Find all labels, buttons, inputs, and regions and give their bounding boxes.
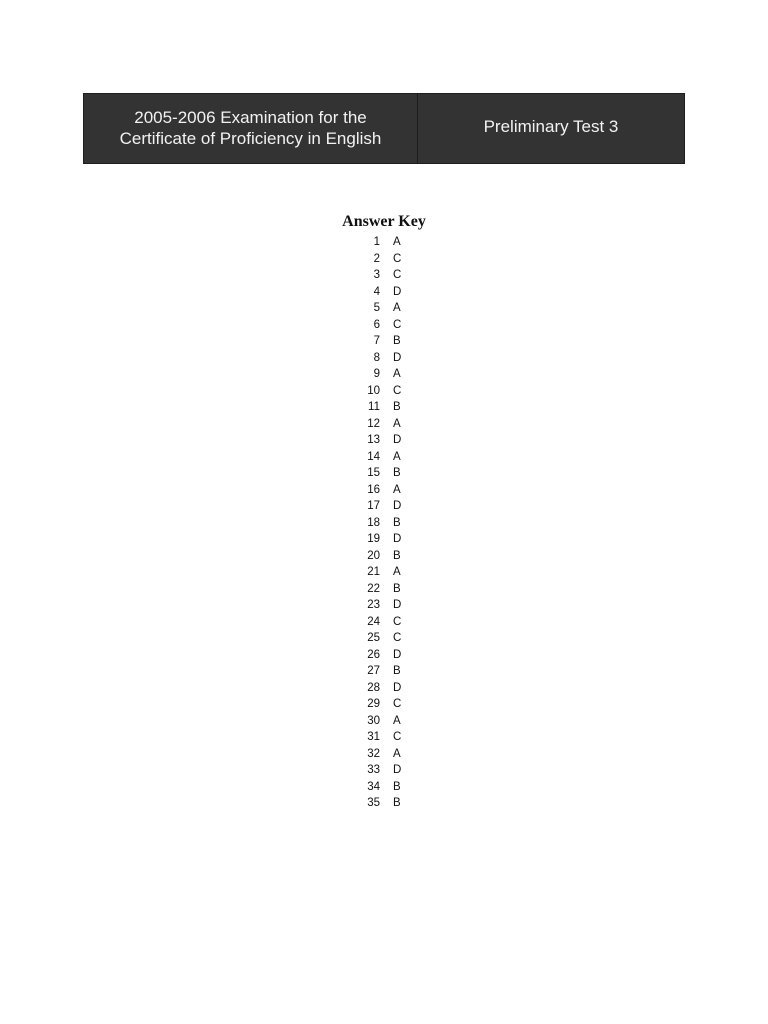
answer-row (350, 465, 420, 482)
question-number: 27 (367, 665, 380, 678)
answer-letter: D (393, 648, 402, 661)
question-number: 25 (367, 632, 380, 645)
question-number: 6 (373, 318, 380, 331)
answer-row (350, 746, 420, 763)
answer-row (350, 251, 420, 268)
answer-letter: A (393, 714, 401, 727)
answer-letter: A (393, 566, 401, 579)
question-number: 19 (367, 533, 380, 546)
question-number: 12 (367, 417, 380, 430)
question-number: 13 (367, 434, 380, 447)
answer-row (350, 795, 420, 812)
question-number: 9 (373, 368, 380, 381)
answer-letter: D (393, 681, 402, 694)
answer-letter: D (393, 599, 402, 612)
answer-letter: D (393, 351, 402, 364)
exam-title-line2: Certificate of Proficiency in English (119, 128, 382, 148)
answer-letter: B (393, 516, 401, 529)
question-number: 17 (367, 500, 380, 513)
question-number: 4 (373, 285, 380, 298)
answer-row (350, 449, 420, 466)
header-banner (83, 93, 685, 164)
question-number: 29 (367, 698, 380, 711)
question-number: 33 (367, 764, 380, 777)
answer-letter: B (393, 549, 401, 562)
question-number: 26 (367, 648, 380, 661)
question-number: 15 (367, 467, 380, 480)
answer-letter: C (393, 632, 402, 645)
question-number: 8 (373, 351, 380, 364)
test-name-label: Preliminary Test 3 (483, 117, 619, 136)
question-number: 11 (368, 401, 380, 414)
answer-row (350, 399, 420, 416)
answer-row (350, 713, 420, 730)
answer-row (350, 300, 420, 317)
answer-letter: B (393, 665, 401, 678)
test-name (418, 94, 684, 163)
answer-letter: A (393, 368, 401, 381)
answer-letter: B (393, 401, 401, 414)
answer-letter: C (393, 318, 402, 331)
answer-row (350, 317, 420, 334)
answer-row (350, 597, 420, 614)
question-number: 18 (367, 516, 380, 529)
answer-row (350, 779, 420, 796)
answer-letter: C (393, 384, 402, 397)
question-number: 31 (367, 731, 380, 744)
answer-letter: B (393, 780, 401, 793)
answer-letter: D (393, 285, 402, 298)
answer-letter: A (393, 417, 401, 430)
answer-letter: A (393, 236, 401, 249)
question-number: 32 (367, 747, 380, 760)
answer-row (350, 531, 420, 548)
question-number: 14 (367, 450, 380, 463)
answer-row (350, 696, 420, 713)
answer-row (350, 564, 420, 581)
answer-row (350, 366, 420, 383)
answer-letter: D (393, 500, 402, 513)
question-number: 23 (367, 599, 380, 612)
question-number: 30 (367, 714, 380, 727)
answer-row (350, 416, 420, 433)
exam-title (84, 94, 418, 163)
answer-row (350, 647, 420, 664)
answer-letter: C (393, 252, 402, 265)
answer-row (350, 482, 420, 499)
answer-letter: C (393, 698, 402, 711)
answer-letter: B (393, 335, 401, 348)
answer-row (350, 614, 420, 631)
answer-letter: A (393, 450, 401, 463)
question-number: 1 (373, 236, 380, 249)
answer-row (350, 234, 420, 251)
answer-row (350, 729, 420, 746)
question-number: 28 (367, 681, 380, 694)
question-number: 16 (367, 483, 380, 496)
question-number: 34 (367, 780, 380, 793)
answer-row (350, 680, 420, 697)
answer-row (350, 432, 420, 449)
answer-letter: B (393, 797, 401, 810)
question-number: 5 (373, 302, 380, 315)
answer-key-title: Answer Key (342, 213, 426, 230)
answer-row (350, 267, 420, 284)
answer-letter: C (393, 731, 402, 744)
answer-row (350, 762, 420, 779)
answer-letter: C (393, 269, 402, 282)
question-number: 24 (367, 615, 380, 628)
answer-row (350, 383, 420, 400)
answer-letter: D (393, 764, 402, 777)
question-number: 7 (373, 335, 380, 348)
question-number: 2 (373, 252, 380, 265)
question-number: 3 (373, 269, 380, 282)
answer-row (350, 663, 420, 680)
answer-letter: A (393, 483, 401, 496)
answer-letter: B (393, 582, 401, 595)
answer-list (350, 234, 420, 812)
answer-row (350, 284, 420, 301)
question-number: 22 (367, 582, 380, 595)
answer-row (350, 498, 420, 515)
question-number: 20 (367, 549, 380, 562)
question-number: 10 (367, 384, 380, 397)
answer-row (350, 581, 420, 598)
question-number: 35 (367, 797, 380, 810)
answer-letter: D (393, 533, 402, 546)
exam-title-line1: 2005-2006 Examination for the (134, 107, 367, 127)
answer-letter: C (393, 615, 402, 628)
answer-letter: D (393, 434, 402, 447)
answer-letter: B (393, 467, 401, 480)
answer-row (350, 630, 420, 647)
answer-row (350, 333, 420, 350)
answer-row (350, 515, 420, 532)
question-number: 21 (367, 566, 380, 579)
answer-row (350, 548, 420, 565)
answer-letter: A (393, 302, 401, 315)
answer-row (350, 350, 420, 367)
answer-letter: A (393, 747, 401, 760)
